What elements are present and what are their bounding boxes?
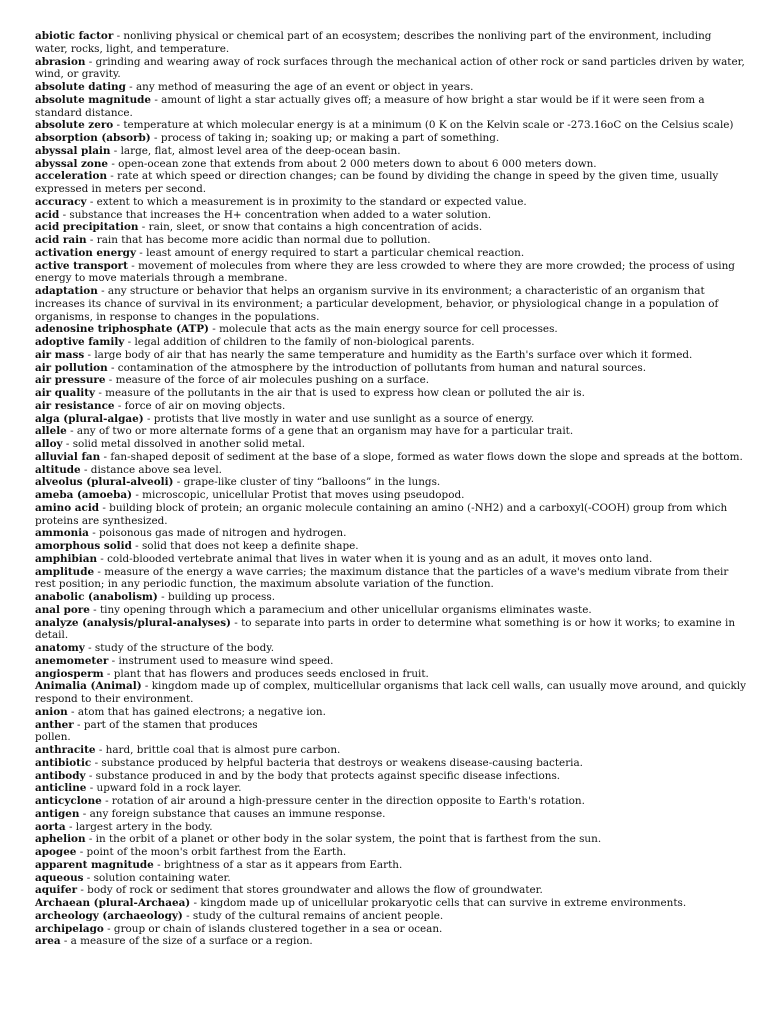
glossary-entry bbox=[35, 872, 747, 885]
glossary-term: abrasion bbox=[35, 55, 86, 68]
glossary-term: apparent magnitude bbox=[35, 858, 154, 871]
glossary-term: accuracy bbox=[35, 195, 87, 208]
glossary-entry bbox=[35, 413, 747, 426]
glossary-definition: - amount of light a star actually gives off; a measure of how bright a star would be if it were seen from a standard distance. bbox=[35, 93, 705, 119]
glossary-definition: - tiny opening through which a paramecium and other unicellular organisms eliminates waste. bbox=[89, 603, 592, 616]
glossary-definition: - temperature at which molecular energy is at a minimum (0 K on the Kelvin scale or -273.16oC on the Celsius scale) bbox=[113, 119, 734, 132]
glossary-entry bbox=[35, 119, 747, 132]
glossary-term: antibody bbox=[35, 769, 86, 782]
glossary-term: archipelago bbox=[35, 922, 104, 935]
glossary-definition: - protists that live mostly in water and use sunlight as a source of energy. bbox=[143, 412, 535, 425]
glossary-entry bbox=[35, 336, 747, 349]
glossary-definition: - study of the structure of the body. bbox=[84, 642, 275, 654]
glossary-definition: - largest artery in the body. bbox=[65, 820, 213, 833]
glossary-term: anticyclone bbox=[35, 795, 102, 807]
glossary-entry bbox=[35, 706, 747, 719]
glossary-definition: - rotation of air around a high-pressure center in the direction opposite to Earth's rotation. bbox=[101, 795, 585, 807]
glossary-term: adaptation bbox=[35, 285, 98, 297]
glossary-definition: - solid that does not keep a definite shape. bbox=[131, 540, 359, 552]
glossary-entry bbox=[35, 897, 747, 910]
glossary-term: antibiotic bbox=[35, 756, 92, 769]
glossary-definition: - large body of air that has nearly the same temperature and humidity as the Earth's surface over which it formed. bbox=[84, 348, 693, 361]
glossary-definition: - extent to which a measurement is in proximity to the standard or expected value. bbox=[86, 195, 527, 208]
glossary-entry bbox=[35, 476, 747, 489]
glossary-term: anthracite bbox=[35, 744, 96, 756]
glossary-term: air pressure bbox=[35, 374, 106, 387]
glossary-term: activation energy bbox=[35, 246, 136, 259]
glossary-entry bbox=[35, 808, 747, 821]
glossary-term: air mass bbox=[35, 348, 85, 361]
glossary-term: anal pore bbox=[35, 603, 90, 616]
glossary-term: acid rain bbox=[35, 234, 87, 246]
glossary-entry bbox=[35, 655, 747, 668]
glossary-definition: - contamination of the atmosphere by the introduction of pollutants from human and natural sources. bbox=[107, 361, 647, 374]
glossary-entry bbox=[35, 81, 747, 94]
glossary-entry bbox=[35, 56, 747, 82]
glossary-definition: - hard, brittle coal that is almost pure carbon. bbox=[95, 744, 341, 756]
glossary-entry bbox=[35, 132, 747, 145]
glossary-term: anemometer bbox=[35, 654, 109, 667]
glossary-term: anther bbox=[35, 718, 74, 731]
glossary-term: adoptive family bbox=[35, 336, 125, 348]
glossary-entry bbox=[35, 362, 747, 375]
glossary-entry bbox=[35, 617, 747, 643]
glossary-entry bbox=[35, 170, 747, 196]
glossary-entry bbox=[35, 260, 747, 286]
glossary-term: absolute dating bbox=[35, 81, 126, 93]
glossary-definition: - process of taking in; soaking up; or making a part of something. bbox=[150, 132, 500, 144]
glossary-entry bbox=[35, 935, 747, 948]
glossary-definition: - body of rock or sediment that stores groundwater and allows the flow of groundwater. bbox=[77, 884, 543, 897]
glossary-term: aorta bbox=[35, 820, 66, 833]
glossary-entry bbox=[35, 833, 747, 846]
glossary-term: absolute magnitude bbox=[35, 93, 152, 106]
glossary-definition: - rate at which speed or direction changes; can be found by dividing the change in speed by the given time, usually expressed in meters per second. bbox=[35, 170, 719, 195]
glossary-term: anion bbox=[35, 705, 68, 718]
glossary-definition: - cold-blooded vertebrate animal that lives in water when it is young and as an adult, it moves onto land. bbox=[97, 552, 653, 565]
glossary-definition: - movement of molecules from where they are less crowded to where they are more crowded; the process of using energy to move materials through a membrane. bbox=[35, 259, 735, 285]
glossary-entry bbox=[35, 642, 747, 655]
glossary-term: ameba (amoeba) bbox=[35, 489, 133, 501]
glossary-entry bbox=[35, 884, 747, 897]
glossary-entry bbox=[35, 668, 747, 681]
glossary-entry bbox=[35, 527, 747, 540]
glossary-entry bbox=[35, 821, 747, 834]
glossary-term: abiotic factor bbox=[35, 30, 114, 42]
glossary-term: angiosperm bbox=[35, 667, 104, 680]
glossary-entry bbox=[35, 425, 747, 438]
glossary-term: acid bbox=[35, 208, 60, 221]
glossary-definition: - in the orbit of a planet or other body in the solar system, the point that is farthest from the sun. bbox=[85, 833, 602, 846]
glossary-definition: - solid metal dissolved in another solid metal. bbox=[62, 438, 306, 450]
glossary-entry bbox=[35, 910, 747, 923]
glossary-definition: - solution containing water. bbox=[83, 871, 231, 884]
glossary-entry bbox=[35, 859, 747, 872]
glossary-entry bbox=[35, 374, 747, 387]
glossary-definition: - to separate into parts in order to determine what something is or how it works; to examine in detail. bbox=[35, 616, 736, 642]
glossary-entry bbox=[35, 94, 747, 120]
glossary-entry bbox=[35, 285, 747, 323]
glossary-entry bbox=[35, 438, 747, 451]
glossary-definition: - point of the moon's orbit farthest from the Earth. bbox=[76, 846, 347, 858]
glossary-term: air quality bbox=[35, 387, 96, 399]
glossary-term: amplitude bbox=[35, 565, 95, 578]
glossary-entry bbox=[35, 680, 747, 706]
glossary-entry bbox=[35, 719, 747, 745]
glossary-entry bbox=[35, 387, 747, 400]
glossary-term: anabolic (anabolism) bbox=[35, 591, 158, 603]
glossary-entry bbox=[35, 196, 747, 209]
glossary-definition: - measure of the force of air molecules pushing on a surface. bbox=[105, 374, 430, 387]
glossary-term: acid precipitation bbox=[35, 221, 139, 234]
glossary-definition: - microscopic, unicellular Protist that moves using pseudopod. bbox=[132, 489, 465, 501]
glossary-definition: - atom that has gained electrons; a negative ion. bbox=[67, 705, 326, 718]
glossary-definition: - a measure of the size of a surface or a region. bbox=[60, 935, 313, 948]
glossary-term: aquifer bbox=[35, 884, 78, 897]
glossary-term: allele bbox=[35, 425, 67, 438]
glossary-term: air pollution bbox=[35, 361, 108, 374]
glossary-entry bbox=[35, 234, 747, 247]
glossary-entry bbox=[35, 923, 747, 936]
glossary-entry bbox=[35, 323, 747, 336]
glossary-term: aqueous bbox=[35, 871, 84, 884]
glossary-term: analyze (analysis/plural-analyses) bbox=[35, 616, 231, 629]
glossary-term: alga (plural-algae) bbox=[35, 412, 144, 425]
glossary-entry bbox=[35, 744, 747, 757]
glossary-term: acceleration bbox=[35, 170, 107, 183]
glossary-definition: - part of the stamen that produces pollen. bbox=[35, 718, 258, 744]
glossary-definition: - poisonous gas made of nitrogen and hydrogen. bbox=[88, 527, 347, 540]
glossary-entry bbox=[35, 464, 747, 477]
glossary-definition: - instrument used to measure wind speed. bbox=[108, 654, 334, 667]
glossary-term: anticline bbox=[35, 782, 87, 795]
glossary-definition: - least amount of energy required to start a particular chemical reaction. bbox=[135, 246, 525, 259]
glossary-term: absolute zero bbox=[35, 119, 114, 132]
glossary-definition: - brightness of a star as it appears from Earth. bbox=[153, 858, 403, 871]
glossary-entry bbox=[35, 30, 747, 56]
glossary-term: area bbox=[35, 935, 61, 948]
glossary-entry bbox=[35, 795, 747, 808]
glossary-definition: - rain, sleet, or snow that contains a high concentration of acids. bbox=[138, 221, 483, 234]
glossary-entry bbox=[35, 604, 747, 617]
glossary-term: absorption (absorb) bbox=[35, 132, 151, 144]
glossary-definition: - study of the cultural remains of ancient people. bbox=[182, 909, 444, 922]
glossary-entry bbox=[35, 591, 747, 604]
glossary-term: alluvial fan bbox=[35, 450, 101, 463]
glossary-definition: - plant that has flowers and produces seeds enclosed in fruit. bbox=[103, 667, 429, 680]
glossary-definition: - any method of measuring the age of an event or object in years. bbox=[125, 81, 474, 93]
glossary-definition: - kingdom made up of complex, multicellular organisms that lack cell walls, can usually move around, and quickly respond to their environment. bbox=[35, 680, 746, 705]
glossary-list bbox=[35, 30, 747, 948]
glossary-entry bbox=[35, 757, 747, 770]
glossary-definition: - grinding and wearing away of rock surfaces through the mechanical action of other rock or sand particles driven by water, wind, or gravity. bbox=[35, 55, 745, 81]
glossary-term: Archaean (plural-Archaea) bbox=[35, 897, 191, 909]
glossary-definition: - any foreign substance that causes an immune response. bbox=[79, 807, 386, 820]
glossary-term: anatomy bbox=[35, 642, 85, 654]
glossary-entry bbox=[35, 400, 747, 413]
glossary-entry bbox=[35, 846, 747, 859]
glossary-definition: - any structure or behavior that helps an organism survive in its environment; a characteristic of an organism that increases its chance of survival in its environment; a particular development, behavior, or physiological change in a population of organisms, in response to changes in the populations. bbox=[35, 285, 719, 323]
glossary-definition: - kingdom made up of unicellular prokaryotic cells that can survive in extreme environments. bbox=[190, 897, 687, 909]
glossary-term: ammonia bbox=[35, 527, 89, 540]
glossary-term: Animalia (Animal) bbox=[35, 680, 142, 693]
glossary-term: aphelion bbox=[35, 833, 86, 846]
glossary-definition: - large, flat, almost level area of the deep-ocean basin. bbox=[110, 144, 401, 157]
glossary-term: adenosine triphosphate (ATP) bbox=[35, 323, 209, 336]
glossary-entry bbox=[35, 770, 747, 783]
glossary-entry bbox=[35, 782, 747, 795]
glossary-definition: - distance above sea level. bbox=[80, 463, 222, 476]
glossary-definition: - substance produced in and by the body that protects against specific disease infections. bbox=[85, 769, 561, 782]
glossary-definition: - fan-shaped deposit of sediment at the base of a slope, formed as water flows down the slope and spreads at the bottom. bbox=[100, 450, 743, 463]
glossary-term: altitude bbox=[35, 463, 81, 476]
glossary-entry bbox=[35, 247, 747, 260]
glossary-entry bbox=[35, 158, 747, 171]
glossary-entry bbox=[35, 553, 747, 566]
glossary-term: alloy bbox=[35, 438, 63, 450]
glossary-definition: - grape-like cluster of tiny “balloons” in the lungs. bbox=[173, 476, 441, 489]
glossary-term: active transport bbox=[35, 259, 128, 272]
glossary-definition: - molecule that acts as the main energy source for cell processes. bbox=[208, 323, 558, 336]
glossary-term: abyssal zone bbox=[35, 157, 109, 170]
glossary-definition: - group or chain of islands clustered together in a sea or ocean. bbox=[103, 922, 443, 935]
glossary-definition: - measure of the energy a wave carries; the maximum distance that the particles of a wave's medium vibrate from their rest position; in any periodic function, the maximum absolute variation of the function. bbox=[35, 565, 729, 591]
glossary-definition: - nonliving physical or chemical part of an ecosystem; describes the nonliving part of the environment, including water, rocks, light, and temperature. bbox=[35, 30, 712, 55]
glossary-entry bbox=[35, 502, 747, 528]
glossary-term: amorphous solid bbox=[35, 540, 132, 552]
glossary-entry bbox=[35, 489, 747, 502]
glossary-term: air resistance bbox=[35, 399, 115, 412]
glossary-definition: - measure of the pollutants in the air that is used to express how clean or polluted the air is. bbox=[95, 387, 585, 399]
glossary-entry bbox=[35, 221, 747, 234]
glossary-entry bbox=[35, 451, 747, 464]
glossary-term: amino acid bbox=[35, 501, 100, 514]
glossary-definition: - building up process. bbox=[157, 591, 276, 603]
glossary-definition: - rain that has become more acidic than normal due to pollution. bbox=[86, 234, 431, 246]
glossary-term: archeology (archaeology) bbox=[35, 909, 183, 922]
glossary-term: antigen bbox=[35, 807, 80, 820]
glossary-term: abyssal plain bbox=[35, 144, 111, 157]
glossary-definition: - substance that increases the H+ concentration when added to a water solution. bbox=[59, 208, 492, 221]
glossary-definition: - force of air on moving objects. bbox=[114, 399, 286, 412]
glossary-definition: - legal addition of children to the family of non-biological parents. bbox=[124, 336, 475, 348]
glossary-definition: - open-ocean zone that extends from about 2 000 meters down to about 6 000 meters down. bbox=[108, 157, 597, 170]
glossary-entry bbox=[35, 540, 747, 553]
glossary-entry bbox=[35, 349, 747, 362]
glossary-entry bbox=[35, 209, 747, 222]
glossary-entry bbox=[35, 566, 747, 592]
glossary-term: amphibian bbox=[35, 552, 97, 565]
glossary-definition: - substance produced by helpful bacteria that destroys or weakens disease-causing bacteria. bbox=[91, 756, 583, 769]
glossary-definition: - any of two or more alternate forms of a gene that an organism may have for a particular trait. bbox=[66, 425, 574, 438]
glossary-term: alveolus (plural-alveoli) bbox=[35, 476, 174, 489]
glossary-entry bbox=[35, 145, 747, 158]
glossary-term: apogee bbox=[35, 846, 77, 858]
glossary-definition: - building block of protein; an organic molecule containing an amino (-NH2) and a carboxyl(-COOH) group from which proteins are synthesized. bbox=[35, 501, 728, 527]
glossary-definition: - upward fold in a rock layer. bbox=[86, 782, 242, 795]
